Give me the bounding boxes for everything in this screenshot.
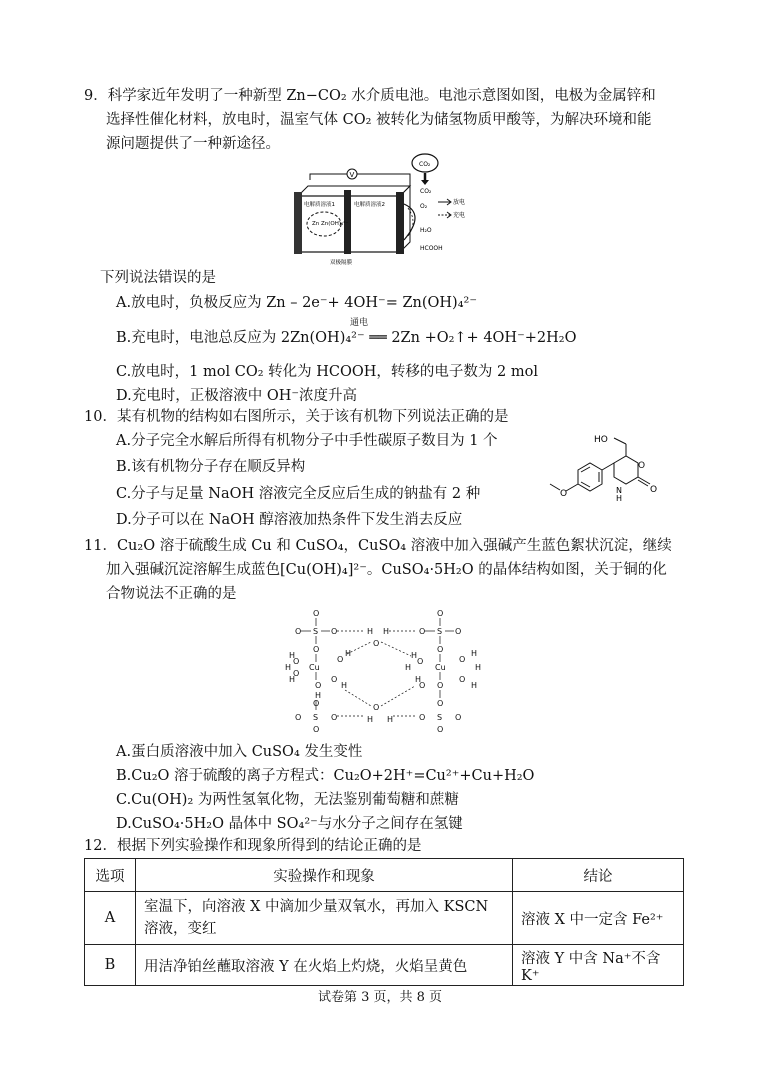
co2-label: CO₂ xyxy=(420,188,432,195)
q10-option-b: B.该有机物分子存在顺反异构 xyxy=(116,459,306,475)
row-b-conclusion: 溶液 Y 中含 Na⁺不含 K⁺ xyxy=(513,945,684,986)
svg-text:H: H xyxy=(341,681,348,690)
table-row xyxy=(85,945,684,986)
svg-text:H: H xyxy=(315,691,322,700)
solution1-label: 电解质溶液1 xyxy=(304,202,335,208)
solution2-label: 电解质溶液2 xyxy=(354,202,385,208)
row-a-operation-line1: 室温下，向溶液 X 中滴加少量双氧水，再加入 KSCN xyxy=(144,899,489,915)
membrane-label: 双极隔膜 xyxy=(330,260,353,266)
svg-text:S: S xyxy=(437,713,443,722)
svg-text:S: S xyxy=(313,627,319,636)
o2-label: O₂ xyxy=(420,203,428,210)
svg-text:O: O xyxy=(437,645,444,654)
svg-text:H: H xyxy=(289,651,296,660)
h2o-label: H₂O xyxy=(420,227,432,234)
svg-text:O: O xyxy=(373,639,380,648)
svg-text:O: O xyxy=(419,713,426,722)
svg-text:S: S xyxy=(313,713,319,722)
q11-line1: 11．Cu₂O 溶于硫酸生成 Cu 和 CuSO₄，CuSO₄ 溶液中加入强碱产生蓝色絮状沉淀，继续 xyxy=(84,538,672,554)
svg-text:H: H xyxy=(405,663,412,672)
svg-text:H: H xyxy=(367,627,374,636)
svg-text:H: H xyxy=(383,627,390,636)
page-footer: 试卷第 3 页，共 8 页 xyxy=(317,990,443,1005)
svg-text:O: O xyxy=(331,713,338,722)
organic-structure xyxy=(538,430,678,510)
svg-text:O: O xyxy=(437,699,444,708)
table-header-row xyxy=(85,859,684,892)
svg-text:H: H xyxy=(387,715,394,724)
q12-line1: 12．根据下列实验操作和现象所得到的结论正确的是 xyxy=(84,838,422,854)
svg-text:O: O xyxy=(293,669,300,678)
q9-option-b-condition: 通电 xyxy=(350,318,369,328)
svg-text:O: O xyxy=(417,657,424,666)
svg-text:O: O xyxy=(315,681,322,690)
charge-label: 充电 xyxy=(453,212,466,219)
q9-option-a: A.放电时，负极反应为 Zn – 2e⁻+ 4OH⁻= Zn(OH)₄²⁻ xyxy=(116,295,477,311)
svg-text:O: O xyxy=(437,725,444,732)
svg-text:O: O xyxy=(313,609,320,618)
svg-text:O: O xyxy=(419,627,426,636)
co2-cloud-label: CO₂ xyxy=(419,161,431,168)
voltmeter-label: V xyxy=(349,171,355,179)
q10-option-d: D.分子可以在 NaOH 醇溶液加热条件下发生消去反应 xyxy=(116,512,463,528)
svg-text:O: O xyxy=(459,675,466,684)
q11-option-d: D.CuSO₄·5H₂O 晶体中 SO₄²⁻与水分子之间存在氢键 xyxy=(116,816,463,832)
svg-text:S: S xyxy=(437,627,443,636)
q11-option-c: C.Cu(OH)₂ 为两性氢氧化物，无法鉴别葡萄糖和蔗糖 xyxy=(116,792,459,808)
table-row xyxy=(85,892,684,945)
svg-text:H: H xyxy=(471,649,478,658)
header-conclusion: 结论 xyxy=(513,859,684,892)
svg-text:O: O xyxy=(459,655,466,664)
q11-line3: 合物说法不正确的是 xyxy=(106,586,237,602)
q11-line2: 加入强碱沉淀溶解生成蓝色[Cu(OH)₄]²⁻。CuSO₄·5H₂O 的晶体结构如图，关于铜的化 xyxy=(106,562,667,578)
q9-option-d: D.充电时，正极溶液中 OH⁻浓度升高 xyxy=(116,388,358,404)
q10-option-a: A.分子完全水解后所得有机物分子中手性碳原子数目为 1 个 xyxy=(116,433,498,449)
svg-text:O: O xyxy=(437,609,444,618)
svg-text:H: H xyxy=(415,675,422,684)
svg-text:H: H xyxy=(285,663,292,672)
discharge-label: 放电 xyxy=(453,199,466,206)
crystal-structure xyxy=(275,606,495,732)
q9-line1: 9．科学家近年发明了一种新型 Zn−CO₂ 水介质电池。电池示意图如图，电极为金属锌和 xyxy=(84,88,656,104)
header-operation: 实验操作和现象 xyxy=(136,859,513,892)
q11-option-b: B.Cu₂O 溶于硫酸的离子方程式：Cu₂O+2H⁺=Cu²⁺+Cu+H₂O xyxy=(116,768,535,784)
cu-right-label: Cu xyxy=(435,663,446,672)
svg-text:O: O xyxy=(313,725,320,732)
svg-text:O: O xyxy=(331,675,338,684)
methoxy-o-label: O xyxy=(560,489,568,499)
q9-stem: 下列说法错误的是 xyxy=(100,270,216,286)
svg-text:H: H xyxy=(367,715,374,724)
carbonyl-o-label: O xyxy=(650,485,658,495)
cu-left-label: Cu xyxy=(309,663,320,672)
q10-option-c: C.分子与足量 NaOH 溶液完全反应后生成的钠盐有 2 种 xyxy=(116,486,481,502)
svg-text:H: H xyxy=(411,651,418,660)
experiment-table xyxy=(84,858,684,986)
svg-text:O: O xyxy=(331,627,338,636)
svg-text:H: H xyxy=(475,663,482,672)
svg-text:O: O xyxy=(295,627,302,636)
q9-line3: 源问题提供了一种新途径。 xyxy=(106,136,280,152)
q11-option-a: A.蛋白质溶液中加入 CuSO₄ 发生变性 xyxy=(116,744,363,760)
q9-option-c: C.放电时，1 mol CO₂ 转化为 HCOOH，转移的电子数为 2 mol xyxy=(116,364,538,380)
q9-option-b: B.充电时，电池总反应为 2Zn(OH)₄²⁻ ══ 2Zn +O₂↑+ 4OH⁻+2H₂O xyxy=(116,330,577,346)
row-b-option: B xyxy=(85,945,136,986)
svg-text:H: H xyxy=(345,649,352,658)
nh-label: N xyxy=(616,486,622,495)
battery-diagram xyxy=(290,152,480,270)
row-a-option: A xyxy=(85,892,136,945)
svg-text:O: O xyxy=(419,681,426,690)
svg-text:O: O xyxy=(373,703,380,712)
nh-h-label: H xyxy=(616,494,623,503)
header-option: 选项 xyxy=(85,859,136,892)
svg-text:H: H xyxy=(289,675,296,684)
row-a-operation-line2: 溶液，变红 xyxy=(144,921,217,937)
zn-label: Zn Zn(OH)₄²⁻ xyxy=(312,221,349,227)
q9-line2: 选择性催化材料，放电时，温室气体 CO₂ 被转化为储氢物质甲酸等，为解决环境和能 xyxy=(106,112,652,128)
svg-text:O: O xyxy=(295,713,302,722)
svg-text:O: O xyxy=(437,681,444,690)
q10-line1: 10．某有机物的结构如右图所示，关于该有机物下列说法正确的是 xyxy=(84,409,509,425)
svg-text:O: O xyxy=(313,645,320,654)
hcooh-label: HCOOH xyxy=(420,245,443,252)
ring-o-label: O xyxy=(638,461,646,471)
svg-text:O: O xyxy=(455,627,462,636)
svg-text:O: O xyxy=(313,699,320,708)
svg-text:O: O xyxy=(293,657,300,666)
svg-text:H: H xyxy=(471,681,478,690)
svg-text:O: O xyxy=(455,713,462,722)
row-b-operation: 用洁净铂丝蘸取溶液 Y 在火焰上灼烧，火焰呈黄色 xyxy=(136,945,513,986)
ho-label: HO xyxy=(594,435,608,445)
svg-text:O: O xyxy=(337,655,344,664)
row-a-operation xyxy=(136,892,513,945)
row-a-conclusion: 溶液 X 中一定含 Fe²⁺ xyxy=(513,892,684,945)
